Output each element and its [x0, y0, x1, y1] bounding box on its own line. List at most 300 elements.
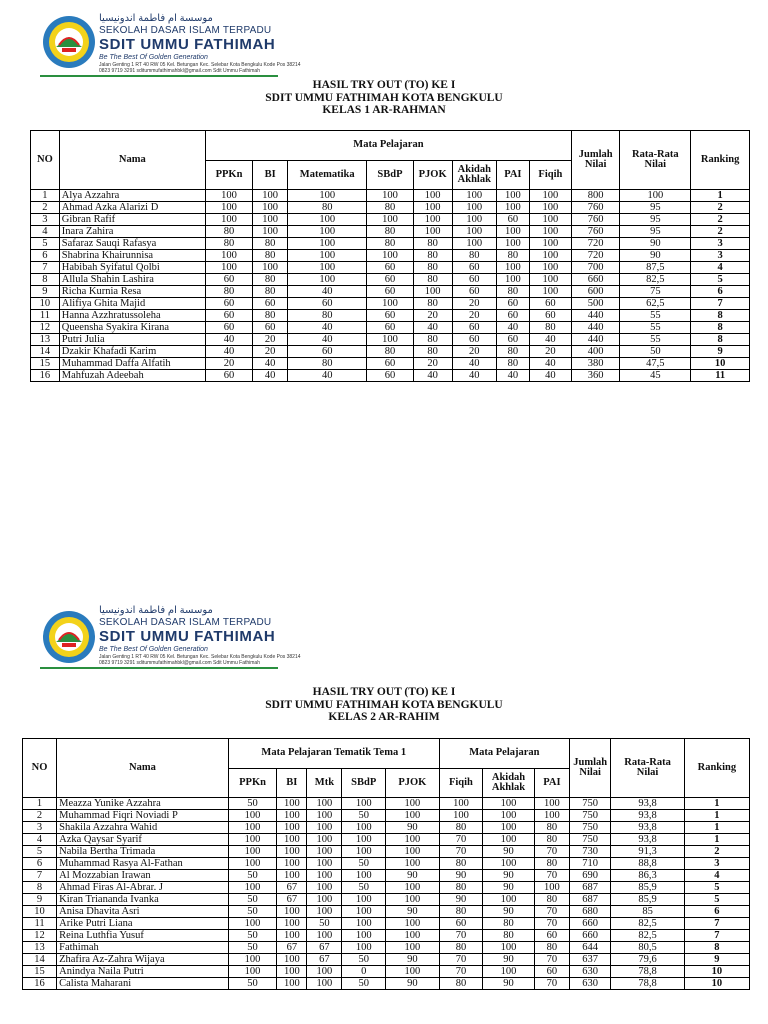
table-cell: 100: [452, 226, 496, 238]
ranking-value: 1: [684, 834, 749, 846]
table-cell: 85,9: [611, 882, 684, 894]
table-cell: 60: [452, 286, 496, 298]
table-row: [23, 978, 750, 990]
table-row: [31, 322, 750, 334]
table-cell: 100: [205, 214, 252, 226]
student-name: Gibran Rafif: [59, 214, 205, 226]
student-name: Dzakir Khafadi Karim: [59, 346, 205, 358]
table-cell: 100: [413, 226, 452, 238]
table-cell: 100: [288, 238, 367, 250]
table-row: [23, 822, 750, 834]
table-cell: 50: [228, 930, 277, 942]
table-row: [23, 882, 750, 894]
table-cell: 100: [307, 846, 342, 858]
table-cell: 80: [413, 238, 452, 250]
table-cell: 100: [496, 262, 529, 274]
table-cell: 80: [288, 358, 367, 370]
ranking-value: 8: [691, 310, 750, 322]
row-number: 4: [23, 834, 57, 846]
table-cell: 90: [483, 882, 535, 894]
row-number: 1: [23, 798, 57, 810]
table-cell: 100: [483, 834, 535, 846]
table-cell: 100: [277, 810, 307, 822]
score-table: [30, 130, 750, 382]
school-header: [99, 605, 301, 666]
table-cell: 100: [620, 190, 691, 202]
table-cell: 20: [253, 334, 288, 346]
table-cell: 55: [620, 322, 691, 334]
table-cell: 78,8: [611, 978, 684, 990]
table-cell: 80: [413, 262, 452, 274]
student-name: Ahmad Firas Al-Abrar. J: [57, 882, 229, 894]
table-cell: 87,5: [620, 262, 691, 274]
student-name: Safaraz Sauqi Rafasya: [59, 238, 205, 250]
table-cell: 0: [342, 966, 385, 978]
table-cell: 680: [570, 906, 611, 918]
table-cell: 50: [307, 918, 342, 930]
row-number: 14: [23, 954, 57, 966]
table-cell: 55: [620, 310, 691, 322]
table-cell: 78,8: [611, 966, 684, 978]
row-number: 13: [23, 942, 57, 954]
table-cell: 91,3: [611, 846, 684, 858]
ranking-value: 10: [684, 966, 749, 978]
header-no: NO: [31, 131, 60, 190]
table-cell: 60: [367, 358, 413, 370]
school-address: Jalan Genting 1 RT 40 RW 05 Kel. Betungan Kec. Selebar Kota Bengkulu Kode Pos 38214: [99, 62, 301, 68]
table-cell: 100: [253, 190, 288, 202]
row-number: 2: [31, 202, 60, 214]
table-cell: 100: [307, 966, 342, 978]
table-cell: 80: [288, 310, 367, 322]
table-cell: 750: [570, 810, 611, 822]
table-cell: 380: [572, 358, 620, 370]
score-table: [22, 738, 750, 990]
table-cell: 687: [570, 894, 611, 906]
row-number: 9: [31, 286, 60, 298]
table-cell: 100: [529, 274, 571, 286]
table-cell: 60: [367, 262, 413, 274]
school-motto: Be The Best Of Golden Generation: [99, 54, 208, 61]
table-cell: 40: [529, 358, 571, 370]
table-row: [31, 298, 750, 310]
row-number: 11: [23, 918, 57, 930]
table-cell: 70: [534, 906, 569, 918]
table-cell: 80: [439, 858, 482, 870]
table-cell: 100: [342, 918, 385, 930]
title-line: HASIL TRY OUT (TO) KE I: [312, 686, 456, 698]
row-number: 10: [23, 906, 57, 918]
table-cell: 70: [439, 834, 482, 846]
row-number: 4: [31, 226, 60, 238]
table-cell: 700: [572, 262, 620, 274]
table-cell: 100: [277, 858, 307, 870]
row-number: 14: [31, 346, 60, 358]
table-cell: 100: [529, 202, 571, 214]
table-cell: 60: [367, 322, 413, 334]
table-cell: 67: [307, 954, 342, 966]
table-cell: 100: [529, 250, 571, 262]
table-row: [31, 310, 750, 322]
table-row: [23, 906, 750, 918]
student-name: Alya Azzahra: [59, 190, 205, 202]
table-row: [31, 286, 750, 298]
ranking-value: 9: [691, 346, 750, 358]
table-cell: 60: [529, 298, 571, 310]
table-cell: 50: [342, 810, 385, 822]
table-cell: 720: [572, 238, 620, 250]
ranking-value: 8: [684, 942, 749, 954]
ranking-value: 4: [691, 262, 750, 274]
table-cell: 60: [452, 334, 496, 346]
header-subject: Akidah Akhlak: [483, 768, 535, 798]
table-cell: 100: [496, 226, 529, 238]
table-cell: 100: [307, 882, 342, 894]
table-cell: 100: [483, 966, 535, 978]
table-cell: 100: [496, 190, 529, 202]
header-subject: BI: [253, 160, 288, 190]
table-cell: 100: [277, 954, 307, 966]
table-cell: 40: [288, 370, 367, 382]
student-name: Habibah Syifatul Qolbi: [59, 262, 205, 274]
table-cell: 80: [253, 274, 288, 286]
table-cell: 100: [342, 870, 385, 882]
table-cell: 440: [572, 322, 620, 334]
table-cell: 100: [452, 238, 496, 250]
table-row: [31, 346, 750, 358]
table-cell: 660: [572, 274, 620, 286]
table-cell: 80: [483, 930, 535, 942]
row-number: 11: [31, 310, 60, 322]
header-subject: SBdP: [367, 160, 413, 190]
row-number: 8: [23, 882, 57, 894]
row-number: 12: [31, 322, 60, 334]
table-cell: 50: [342, 858, 385, 870]
table-cell: 82,5: [611, 918, 684, 930]
student-name: Azka Qaysar Syarif: [57, 834, 229, 846]
table-cell: 100: [534, 798, 569, 810]
ranking-value: 1: [684, 822, 749, 834]
table-cell: 85,9: [611, 894, 684, 906]
ranking-value: 5: [691, 274, 750, 286]
row-number: 3: [31, 214, 60, 226]
table-cell: 100: [288, 274, 367, 286]
table-cell: 100: [307, 978, 342, 990]
table-cell: 100: [307, 810, 342, 822]
table-row: [23, 846, 750, 858]
header-subject: Akidah Akhlak: [452, 160, 496, 190]
student-name: Zhafira Az-Zahra Wijaya: [57, 954, 229, 966]
table-cell: 100: [529, 262, 571, 274]
ranking-value: 3: [684, 858, 749, 870]
table-cell: 100: [385, 798, 439, 810]
header-subject: PJOK: [413, 160, 452, 190]
table-cell: 70: [439, 954, 482, 966]
row-number: 6: [31, 250, 60, 262]
table-cell: 50: [342, 954, 385, 966]
table-cell: 100: [307, 858, 342, 870]
table-cell: 100: [529, 214, 571, 226]
ranking-value: 10: [684, 978, 749, 990]
table-cell: 20: [529, 346, 571, 358]
table-cell: 67: [307, 942, 342, 954]
student-name: Mahfuzah Adeebah: [59, 370, 205, 382]
table-cell: 60: [534, 930, 569, 942]
row-number: 12: [23, 930, 57, 942]
table-cell: 710: [570, 858, 611, 870]
school-logo-icon: [42, 15, 96, 69]
table-cell: 80: [413, 298, 452, 310]
table-cell: 60: [529, 310, 571, 322]
table-cell: 50: [228, 870, 277, 882]
table-cell: 100: [277, 834, 307, 846]
table-cell: 644: [570, 942, 611, 954]
row-number: 2: [23, 810, 57, 822]
table-cell: 100: [228, 858, 277, 870]
table-cell: 400: [572, 346, 620, 358]
table-cell: 80: [413, 250, 452, 262]
table-cell: 100: [277, 846, 307, 858]
student-name: Richa Kurnia Resa: [59, 286, 205, 298]
table-cell: 45: [620, 370, 691, 382]
table-cell: 630: [570, 966, 611, 978]
table-cell: 100: [307, 822, 342, 834]
report-title: [0, 686, 768, 724]
table-cell: 50: [228, 942, 277, 954]
table-cell: 750: [570, 834, 611, 846]
table-cell: 100: [277, 906, 307, 918]
student-name: Inara Zahira: [59, 226, 205, 238]
title-line: SDIT UMMU FATHIMAH KOTA BENGKULU: [265, 91, 503, 104]
header-subject: PAI: [496, 160, 529, 190]
table-cell: 100: [253, 202, 288, 214]
ranking-value: 9: [684, 954, 749, 966]
school-name: SDIT UMMU FATHIMAH: [99, 36, 276, 53]
table-cell: 100: [452, 202, 496, 214]
table-cell: 67: [277, 882, 307, 894]
table-cell: 40: [529, 334, 571, 346]
student-name: Allula Shahin Lashira: [59, 274, 205, 286]
table-cell: 100: [439, 810, 482, 822]
table-cell: 80: [413, 334, 452, 346]
table-cell: 60: [205, 274, 252, 286]
table-cell: 100: [228, 966, 277, 978]
table-cell: 100: [253, 214, 288, 226]
table-cell: 100: [452, 214, 496, 226]
table-cell: 100: [413, 214, 452, 226]
row-number: 9: [23, 894, 57, 906]
table-cell: 60: [452, 322, 496, 334]
table-cell: 100: [288, 214, 367, 226]
table-cell: 100: [205, 250, 252, 262]
table-cell: 40: [452, 358, 496, 370]
table-cell: 100: [483, 798, 535, 810]
table-cell: 90: [620, 250, 691, 262]
header-no: NO: [23, 739, 57, 798]
table-cell: 95: [620, 202, 691, 214]
table-cell: 70: [439, 930, 482, 942]
table-cell: 637: [570, 954, 611, 966]
table-cell: 760: [572, 202, 620, 214]
table-cell: 60: [367, 370, 413, 382]
table-cell: 60: [496, 298, 529, 310]
table-cell: 100: [483, 810, 535, 822]
table-row: [23, 894, 750, 906]
table-cell: 88,8: [611, 858, 684, 870]
table-cell: 90: [385, 822, 439, 834]
table-cell: 50: [228, 978, 277, 990]
table-cell: 50: [342, 882, 385, 894]
table-cell: 100: [483, 858, 535, 870]
title-line: SDIT UMMU FATHIMAH KOTA BENGKULU: [265, 698, 503, 711]
table-cell: 100: [228, 882, 277, 894]
table-cell: 100: [253, 262, 288, 274]
table-cell: 100: [534, 882, 569, 894]
table-cell: 80: [534, 822, 569, 834]
student-name: Shakila Azzahra Wahid: [57, 822, 229, 834]
table-cell: 80: [483, 918, 535, 930]
table-cell: 80: [529, 322, 571, 334]
table-cell: 100: [529, 238, 571, 250]
row-number: 3: [23, 822, 57, 834]
table-cell: 100: [413, 286, 452, 298]
student-name: Hanna Azzhratussoleha: [59, 310, 205, 322]
student-name: Kiran Triananda Ivanka: [57, 894, 229, 906]
table-cell: 67: [277, 894, 307, 906]
table-cell: 100: [385, 894, 439, 906]
header-subject: Fiqih: [529, 160, 571, 190]
table-cell: 100: [483, 894, 535, 906]
table-cell: 80: [439, 822, 482, 834]
table-cell: 93,8: [611, 798, 684, 810]
table-cell: 90: [483, 906, 535, 918]
table-cell: 100: [307, 870, 342, 882]
table-cell: 60: [452, 262, 496, 274]
table-cell: 100: [277, 822, 307, 834]
table-cell: 100: [496, 274, 529, 286]
ranking-value: 1: [684, 810, 749, 822]
student-name: Shabrina Khairunnisa: [59, 250, 205, 262]
table-cell: 55: [620, 334, 691, 346]
school-arabic-name: موسسة ام فاطمة اندونيسيا: [99, 13, 213, 24]
table-cell: 100: [342, 846, 385, 858]
title-line: KELAS 1 AR-RAHMAN: [322, 104, 446, 116]
table-cell: 40: [288, 322, 367, 334]
ranking-value: 5: [684, 882, 749, 894]
table-cell: 730: [570, 846, 611, 858]
table-cell: 80: [413, 346, 452, 358]
student-name: Queensha Syakira Kirana: [59, 322, 205, 334]
table-cell: 50: [620, 346, 691, 358]
header-rata-rata: Rata-Rata Nilai: [611, 739, 684, 798]
table-cell: 90: [385, 978, 439, 990]
student-name: Alifiya Ghita Majid: [59, 298, 205, 310]
table-cell: 100: [534, 810, 569, 822]
table-cell: 100: [307, 906, 342, 918]
school-contact: 0823 9719 3291 sditummufathimahbkl@gmail.com Sdit Ummu Fathimah: [99, 660, 260, 666]
header-jumlah: Jumlah Nilai: [570, 739, 611, 798]
table-cell: 40: [452, 370, 496, 382]
table-cell: 80: [439, 942, 482, 954]
table-cell: 50: [228, 894, 277, 906]
table-cell: 80: [367, 238, 413, 250]
table-row: [23, 858, 750, 870]
table-cell: 50: [228, 906, 277, 918]
table-cell: 100: [277, 930, 307, 942]
table-row: [23, 966, 750, 978]
table-cell: 80: [253, 238, 288, 250]
ranking-value: 11: [691, 370, 750, 382]
table-cell: 60: [205, 310, 252, 322]
table-cell: 100: [342, 894, 385, 906]
table-cell: 80: [496, 358, 529, 370]
table-row: [23, 810, 750, 822]
student-name: Ahmad Azka Alarizi D: [59, 202, 205, 214]
row-number: 15: [31, 358, 60, 370]
header-subject: Fiqih: [439, 768, 482, 798]
table-cell: 100: [228, 834, 277, 846]
table-cell: 100: [277, 978, 307, 990]
table-cell: 70: [534, 954, 569, 966]
header-subject: SBdP: [342, 768, 385, 798]
table-cell: 80,5: [611, 942, 684, 954]
header-subject: PJOK: [385, 768, 439, 798]
table-cell: 90: [483, 954, 535, 966]
table-cell: 80: [534, 858, 569, 870]
table-cell: 80: [205, 238, 252, 250]
title-line: KELAS 2 AR-RAHIM: [328, 711, 440, 723]
table-cell: 100: [288, 262, 367, 274]
header-subject: BI: [277, 768, 307, 798]
student-name: Putri Julia: [59, 334, 205, 346]
table-cell: 40: [288, 334, 367, 346]
table-cell: 70: [534, 918, 569, 930]
table-row: [31, 226, 750, 238]
header-mata-pelajaran: Mata Pelajaran: [205, 131, 571, 161]
table-cell: 60: [288, 298, 367, 310]
table-cell: 40: [496, 370, 529, 382]
ranking-value: 3: [691, 238, 750, 250]
table-cell: 100: [496, 238, 529, 250]
table-cell: 100: [385, 918, 439, 930]
table-cell: 100: [277, 918, 307, 930]
table-cell: 100: [385, 834, 439, 846]
table-cell: 100: [452, 190, 496, 202]
table-cell: 90: [620, 238, 691, 250]
table-cell: 60: [253, 322, 288, 334]
ranking-value: 2: [691, 202, 750, 214]
table-cell: 100: [277, 870, 307, 882]
table-cell: 80: [253, 250, 288, 262]
table-cell: 80: [496, 286, 529, 298]
table-cell: 40: [413, 370, 452, 382]
ranking-value: 6: [691, 286, 750, 298]
row-number: 10: [31, 298, 60, 310]
row-number: 16: [23, 978, 57, 990]
student-name: Calista Maharani: [57, 978, 229, 990]
table-cell: 100: [385, 846, 439, 858]
table-cell: 100: [277, 798, 307, 810]
table-cell: 100: [288, 250, 367, 262]
table-row: [31, 250, 750, 262]
ranking-value: 2: [691, 214, 750, 226]
header-jumlah: Jumlah Nilai: [572, 131, 620, 190]
table-cell: 40: [413, 322, 452, 334]
table-cell: 750: [570, 798, 611, 810]
table-cell: 100: [342, 822, 385, 834]
table-cell: 100: [342, 942, 385, 954]
table-cell: 100: [385, 966, 439, 978]
